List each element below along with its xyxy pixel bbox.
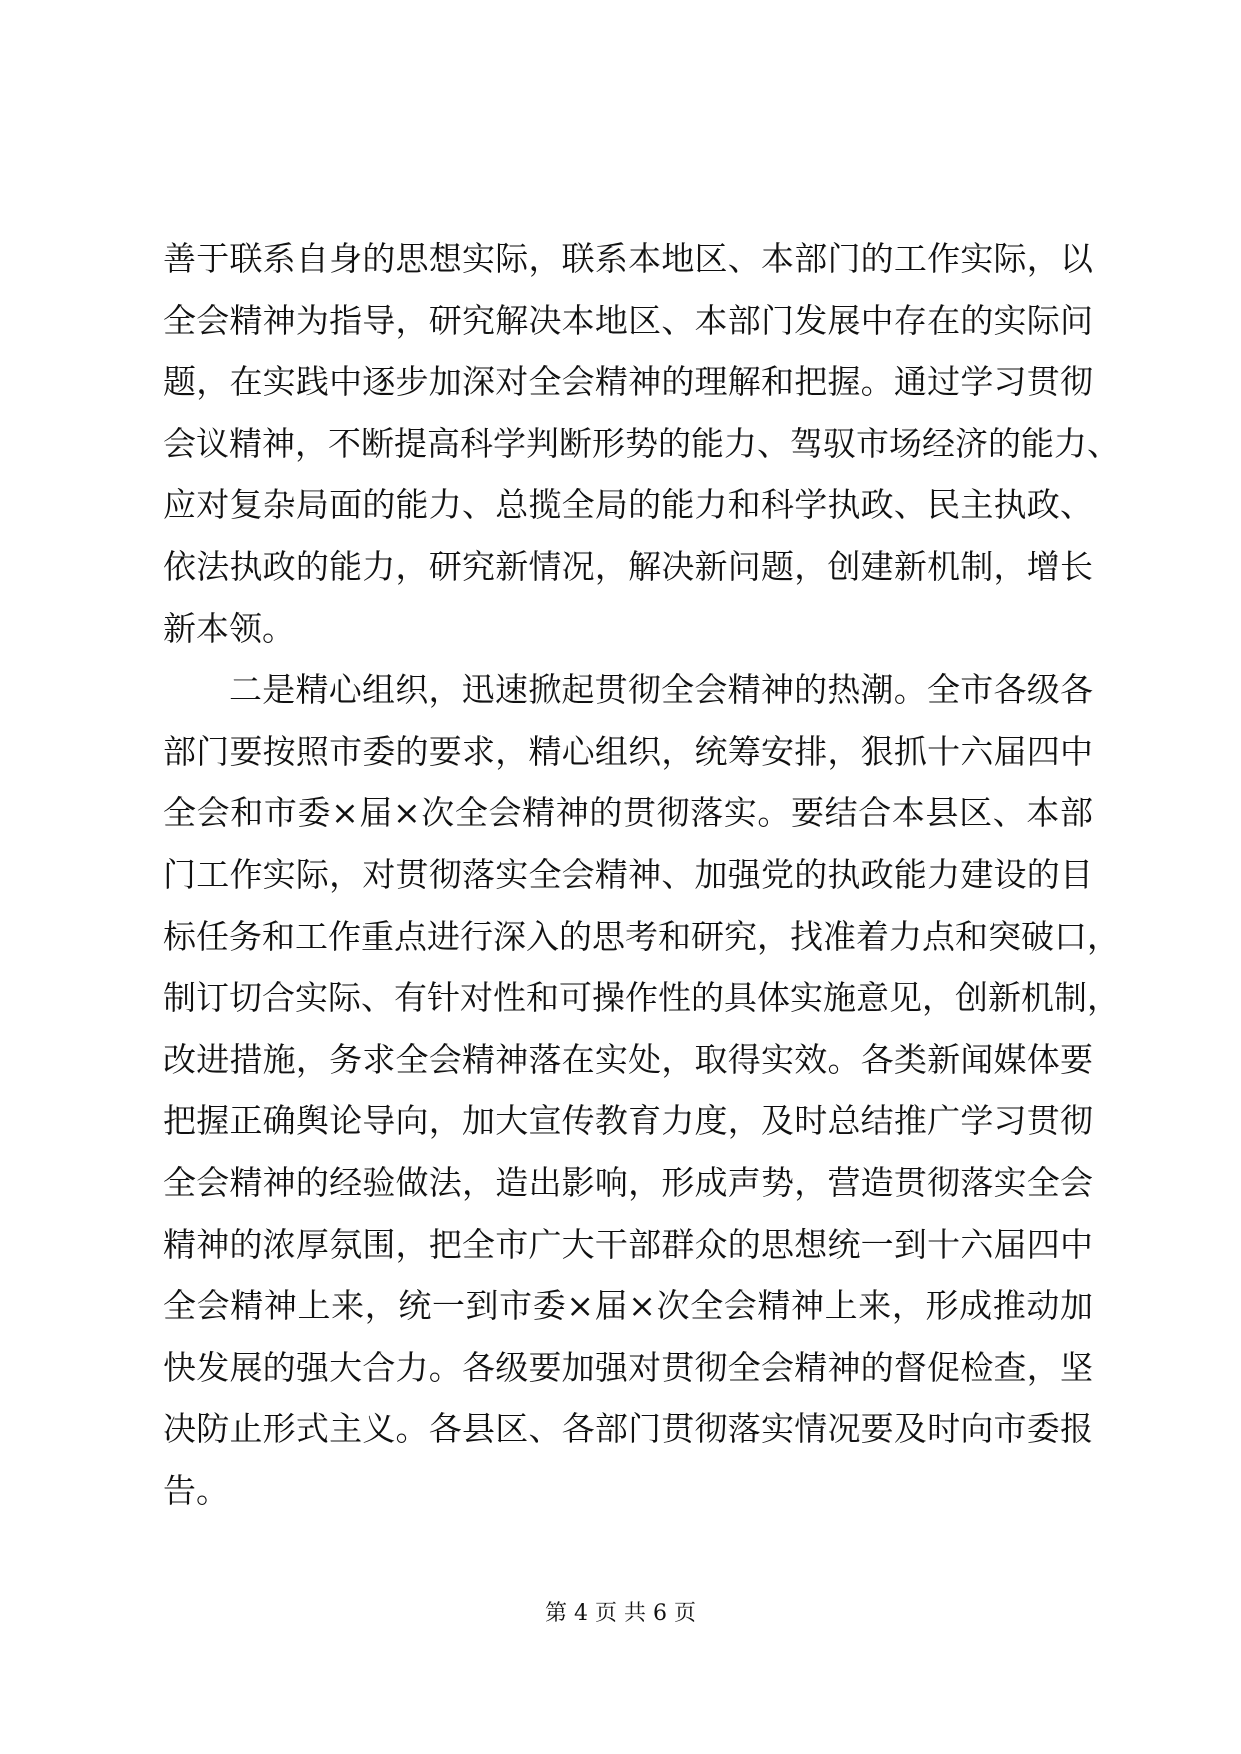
- paragraph-line: 门工作实际，对贯彻落实全会精神、加强党的执政能力建设的目: [163, 854, 1093, 894]
- page-footer: [0, 1596, 1241, 1627]
- paragraph-line: 善于联系自身的思想实际，联系本地区、本部门的工作实际，以: [163, 239, 1093, 278]
- paragraph-line: 改进措施，务求全会精神落在实处，取得实效。各类新闻媒体要: [163, 1039, 1093, 1079]
- paragraph-line: 决防止形式主义。各县区、各部门贯彻落实情况要及时向市委报: [163, 1409, 1093, 1449]
- page-number: 第 4 页 共 6 页: [545, 1601, 696, 1626]
- paragraph-line: 把握正确舆论导向，加大宣传教育力度，及时总结推广学习贯彻: [163, 1101, 1093, 1141]
- paragraph-line: 依法执政的能力，研究新情况，解决新问题，创建新机制，增长: [163, 546, 1093, 586]
- paragraph-line: 全会和市委×届×次全会精神的贯彻落实。要结合本县区、本部: [163, 793, 1093, 833]
- paragraph-1: [163, 228, 1120, 659]
- paragraph-2: [163, 659, 1120, 1521]
- paragraph-line: 部门要按照市委的要求，精心组织，统筹安排，狠抓十六届四中: [163, 731, 1093, 771]
- paragraph-line: 题，在实践中逐步加深对全会精神的理解和把握。通过学习贯彻: [163, 362, 1093, 402]
- paragraph-line: 制订切合实际、有针对性和可操作性的具体实施意见，创新机制，: [163, 978, 1120, 1018]
- paragraph-line: 会议精神，不断提高科学判断形势的能力、驾驭市场经济的能力、: [163, 423, 1120, 463]
- paragraph-line: 全会精神上来，统一到市委×届×次全会精神上来，形成推动加: [163, 1286, 1093, 1326]
- document-body: [163, 228, 1120, 1521]
- paragraph-line: 全会精神为指导，研究解决本地区、本部门发展中存在的实际问: [163, 300, 1093, 340]
- paragraph-line: 标任务和工作重点进行深入的思考和研究，找准着力点和突破口，: [163, 916, 1120, 956]
- paragraph-line: 新本领。: [163, 608, 295, 648]
- paragraph-line: 告。: [163, 1470, 229, 1510]
- paragraph-line: 应对复杂局面的能力、总揽全局的能力和科学执政、民主执政、: [163, 485, 1093, 525]
- paragraph-line: 精神的浓厚氛围，把全市广大干部群众的思想统一到十六届四中: [163, 1224, 1093, 1264]
- paragraph-line: 全会精神的经验做法，造出影响，形成声势，营造贯彻落实全会: [163, 1162, 1093, 1202]
- paragraph-line: 二是精心组织，迅速掀起贯彻全会精神的热潮。全市各级各: [229, 670, 1093, 710]
- paragraph-line: 快发展的强大合力。各级要加强对贯彻全会精神的督促检查，坚: [163, 1347, 1093, 1387]
